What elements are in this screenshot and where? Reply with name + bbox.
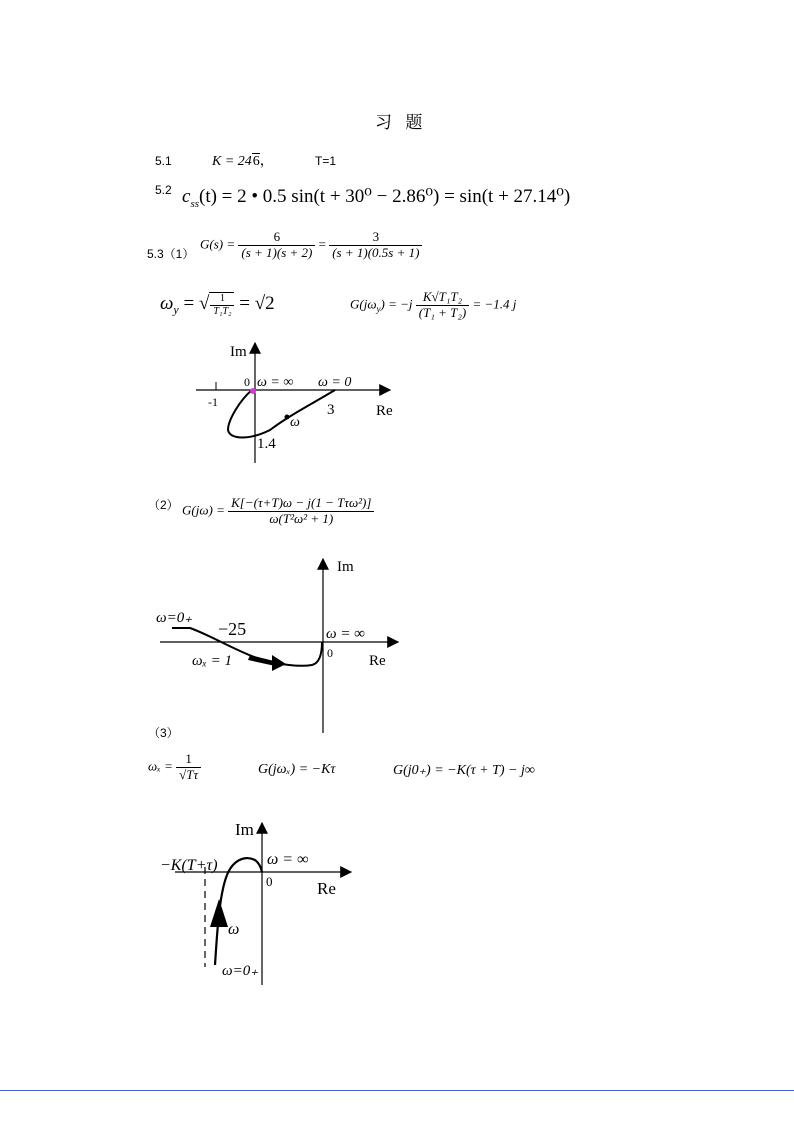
nyquist-diagram-3: [155, 815, 365, 990]
problem-5-3-1-transfer: G(s) = $\frac{6}{(s + 1)(s + 2)}$ = $\frac{3}{(s + 1)(0.5s + 1)}$: [200, 230, 422, 261]
omega-inf-label-3: ω = ∞: [267, 851, 309, 868]
g-j-omega-x-equation: G(jωₓ) = −Kτ: [258, 762, 336, 777]
problem-5-1-label: 5.1: [155, 154, 172, 168]
omega-x-label-2: ωₓ = 1: [192, 653, 232, 669]
omega-zero-label-1: ω = 0: [318, 375, 352, 390]
g-j-omega-y-equation: $G(j\omega_y) = -j$ $\frac{\text{K√T₁T₂}}{\text{(T₁ + T₂)}}$ = −1.4 j: [350, 289, 517, 320]
problem-5-1-t: T=1: [315, 154, 337, 168]
footer-rule: [0, 1090, 794, 1091]
re-label-3: Re: [317, 879, 336, 898]
re-label-1: Re: [376, 403, 393, 419]
problem-5-3-1-label: 5.3（1）: [147, 247, 195, 261]
problem-5-2-label: 5.2: [155, 183, 172, 197]
neg25-label: −25: [218, 619, 247, 639]
k-t-tau-label: −K(T+τ): [160, 857, 218, 874]
g-j-zero-plus-equation: G(j0₊) = −K(τ + T) − j∞: [393, 763, 535, 778]
page-title: 习 题: [375, 113, 427, 133]
omega-inf-label-1: ω = ∞: [257, 375, 294, 390]
im-label-3: Im: [235, 820, 254, 839]
problem-5-2-equation: $c_{ss}(t) = 2$ • 0.5 sin(t + 30⁰ − 2.86⁰) = sin(t + 27.14⁰): [182, 186, 571, 210]
omega-x-equation: ωₓ = $\frac{1}{√T\tau}$: [148, 752, 201, 783]
problem-5-3-2-transfer: G(jω) = $\frac{\text{K[−(τ+T)ω − j(1 − Tτω²)]}}{\text{ω(T²ω² + 1)}}$: [182, 496, 374, 527]
im-label-2: Im: [337, 559, 354, 575]
omega-inf-label-2: ω = ∞: [326, 626, 365, 642]
omega-zero-plus-label-2: ω=0₊: [156, 610, 193, 626]
omega-label-1: ω: [290, 415, 300, 430]
direction-arrowhead-2: [272, 655, 286, 671]
three-label: 3: [327, 402, 335, 418]
value-1-4: 1.4: [257, 436, 276, 452]
re-label-2: Re: [369, 653, 386, 669]
omega-point: [285, 415, 290, 420]
origin-label-3: 0: [266, 874, 273, 889]
nyquist-curve-1: [228, 390, 335, 438]
omega-zero-plus-label-3: ω=0₊: [222, 963, 259, 979]
origin-marker: [250, 388, 256, 394]
problem-5-1-k: K = 246，: [212, 154, 274, 169]
omega-y-equation: $\omega_y$ = √ $\frac{1}{\text{T₁T₂}}$ = √2: [160, 292, 275, 317]
origin-label-1: 0: [244, 375, 250, 389]
neg1-label: -1: [208, 395, 218, 409]
problem-5-3-3-label: （3）: [148, 726, 179, 740]
direction-arrowhead-3: [210, 899, 228, 927]
nyquist-diagram-2: [150, 555, 410, 735]
problem-5-3-2-label: （2）: [148, 498, 179, 512]
nyquist-diagram-1: [190, 335, 410, 470]
im-label-1: Im: [230, 344, 247, 360]
omega-label-3: ω: [228, 921, 240, 938]
origin-label-2: 0: [327, 646, 333, 660]
